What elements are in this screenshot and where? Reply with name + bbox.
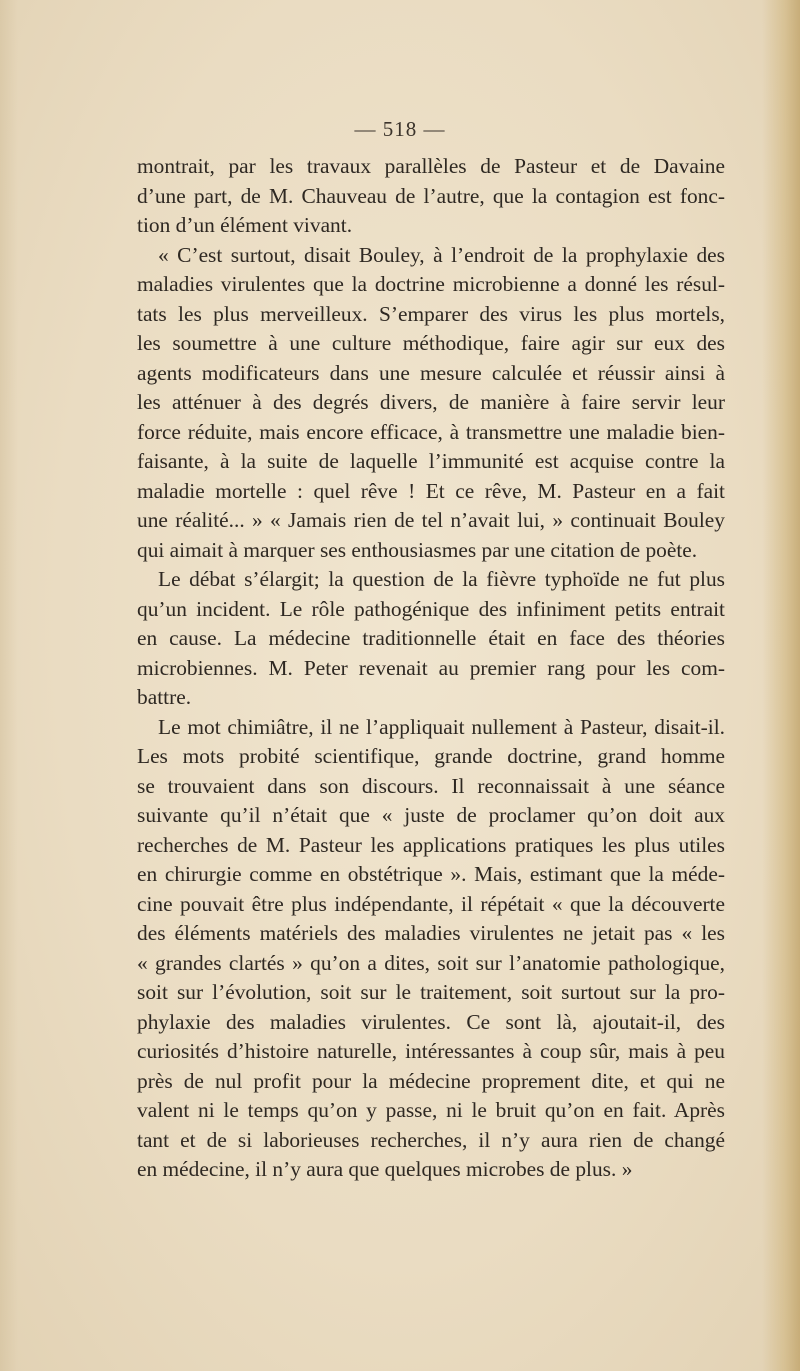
- text-line: qui aimait à marquer ses enthousiasmes par une citation de poète.: [137, 537, 698, 562]
- text-line: tant et de si laborieuses recherches, il n’y aura rien de changé: [137, 1127, 725, 1152]
- text-line: en médecine, il n’y aura que quelques microbes de plus. »: [137, 1157, 633, 1181]
- text-line: phylaxie des maladies virulentes. Ce sont là, ajoutait-il, des: [137, 1009, 725, 1034]
- text-line: curiosités d’histoire naturelle, intéressantes à coup sûr, mais à peu: [137, 1039, 725, 1063]
- text-line: « C’est surtout, disait Bouley, à l’endroit de la prophylaxie des: [158, 242, 725, 267]
- text-line: près de nul profit pour la médecine proprement dite, et qui ne: [137, 1068, 725, 1093]
- text-line: en cause. La médecine traditionnelle était en face des théories: [137, 626, 725, 650]
- text-line: valent ni le temps qu’on y passe, ni le bruit qu’on en fait. Après: [137, 1098, 725, 1122]
- page-right-edge: [762, 0, 800, 1371]
- text-line: battre.: [137, 685, 192, 709]
- text-line: faisante, à la suite de laquelle l’immunité est acquise contre la: [137, 449, 725, 473]
- page-number: — 518 —: [354, 117, 446, 141]
- text-line: qu’un incident. Le rôle pathogénique des infiniment petits entrait: [137, 596, 725, 621]
- text-line: soit sur l’évolution, soit sur le traitement, soit surtout sur la pro-: [137, 980, 725, 1004]
- text-line: se trouvaient dans son discours. Il reconnaissait à une séance: [137, 773, 725, 798]
- text-line: Le mot chimiâtre, il ne l’appliquait nullement à Pasteur, disait-il.: [158, 714, 725, 739]
- text-line: Le débat s’élargit; la question de la fièvre typhoïde ne fut plus: [158, 567, 725, 591]
- text-line: en chirurgie comme en obstétrique ». Mais, estimant que la méde-: [137, 862, 725, 886]
- text-line: « grandes clartés » qu’on a dites, soit sur l’anatomie pathologique,: [137, 950, 725, 975]
- text-line: d’une part, de M. Chauveau de l’autre, que la contagion est fonc-: [137, 183, 725, 208]
- text-line: microbiennes. M. Peter revenait au premier rang pour les com-: [137, 655, 725, 680]
- text-line: montrait, par les travaux parallèles de Pasteur et de Davaine: [137, 154, 725, 178]
- text-line: tion d’un élément vivant.: [137, 213, 353, 237]
- text-line: tats les plus merveilleux. S’emparer des virus les plus mortels,: [137, 301, 725, 326]
- text-line: une réalité... » « Jamais rien de tel n’avait lui, » continuait Bouley: [137, 508, 725, 532]
- page-left-edge: [0, 0, 18, 1371]
- text-line: maladies virulentes que la doctrine microbienne a donné les résul-: [137, 272, 725, 296]
- text-line: cine pouvait être plus indépendante, il répétait « que la découverte: [137, 891, 725, 916]
- text-line: les atténuer à des degrés divers, de manière à faire servir leur: [137, 390, 725, 414]
- body-text: [137, 152, 725, 1185]
- text-line: force réduite, mais encore efficace, à transmettre une maladie bien-: [137, 419, 725, 444]
- text-line: Les mots probité scientifique, grande doctrine, grand homme: [137, 744, 725, 768]
- text-line: les soumettre à une culture méthodique, faire agir sur eux des: [137, 331, 725, 355]
- text-line: agents modificateurs dans une mesure calculée et réussir ainsi à: [137, 360, 725, 385]
- text-line: suivante qu’il n’était que « juste de proclamer qu’on doit aux: [137, 803, 725, 827]
- text-line: des éléments matériels des maladies virulentes ne jetait pas « les: [137, 921, 725, 945]
- text-line: maladie mortelle : quel rêve ! Et ce rêve, M. Pasteur en a fait: [137, 478, 725, 503]
- text-line: recherches de M. Pasteur les applications pratiques les plus utiles: [137, 832, 725, 857]
